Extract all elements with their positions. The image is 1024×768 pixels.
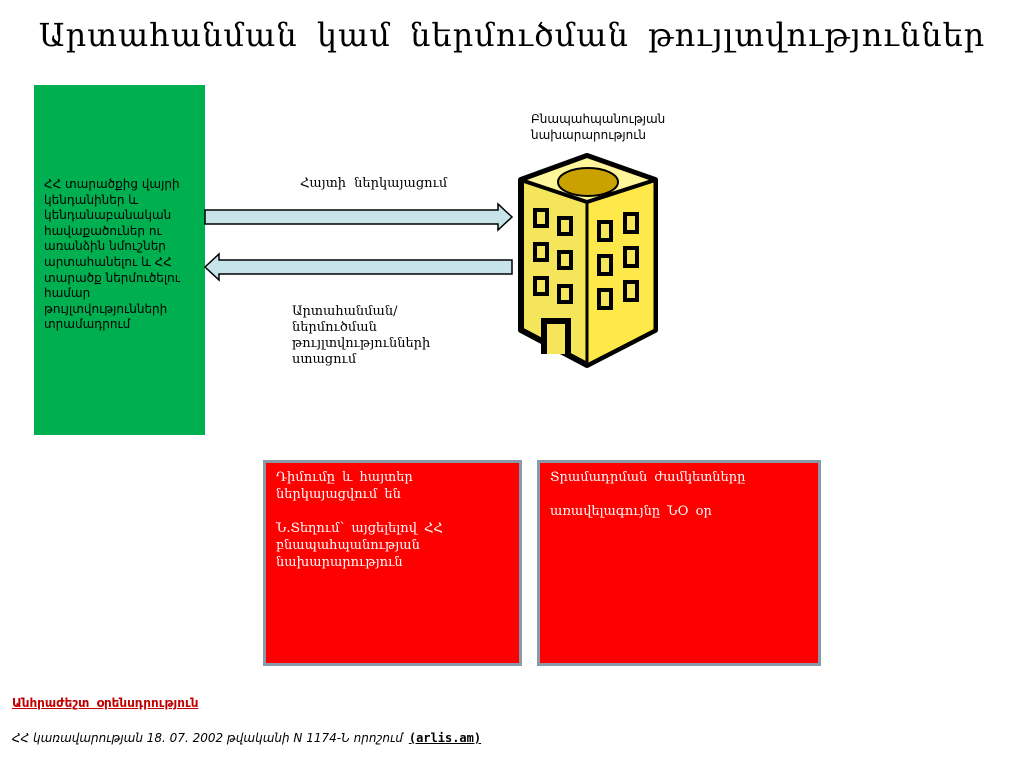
decision-text: ՀՀ կառավարության 18. 07. 2002 թվականի N 1174-Ն որոշում <box>12 731 403 745</box>
request-label: Հայտի ներկայացում <box>300 176 448 191</box>
receipt-arrow <box>205 254 512 280</box>
receipt-label: Արտահանման/ ներմուծման թույլտվությունների ստացում <box>292 304 431 367</box>
deadline-detail: առավելագույնը ՆՕ օր <box>550 504 712 519</box>
request-arrow <box>205 204 512 230</box>
submission-info-box <box>263 460 522 666</box>
legislation-link[interactable]: Անհրաժեշտ օրենսդրություն <box>12 696 199 710</box>
page-title: Արտահանման կամ ներմուծման թույլտվություններ <box>38 16 986 54</box>
government-decision-note <box>12 731 481 745</box>
deadline-info-box <box>537 460 821 666</box>
submission-detail: Ն.Տեղում՝ այցելելով ՀՀ բնապահպանության նախարարություն <box>276 521 443 570</box>
arlis-link[interactable]: (arlis.am) <box>408 731 482 745</box>
office-building-icon <box>517 150 662 370</box>
permit-description: ՀՀ տարածքից վայրի կենդանիներ և կենդանաբանական հավաքածուներ ու առանձին նմուշներ արտահանելու և ՀՀ տարածք ներմուծելու համար թույլտվությունների տրամադրում <box>44 177 180 332</box>
deadline-heading: Տրամադրման ժամկետները <box>550 470 746 485</box>
ministry-label: Բնապահպանության նախարարություն <box>531 112 666 142</box>
submission-heading: Դիմումը և հայտեր ներկայացվում են <box>276 470 413 502</box>
